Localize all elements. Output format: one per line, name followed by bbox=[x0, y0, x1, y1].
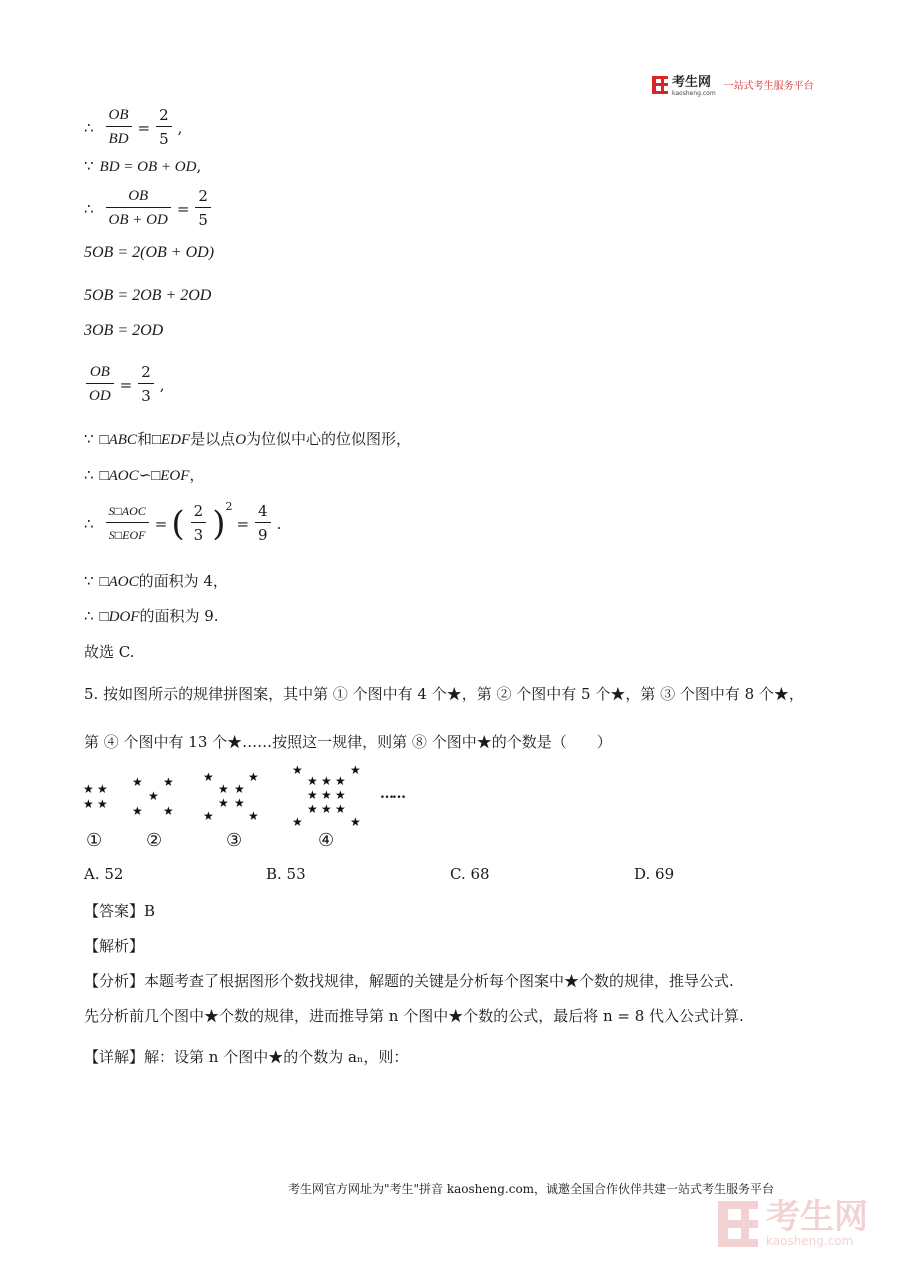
answer-value: B bbox=[144, 902, 156, 920]
text-segment: 的面积为 4， bbox=[138, 572, 228, 590]
triangle-aoc: □AOC bbox=[99, 468, 139, 484]
answer-tag: 【答案】 bbox=[84, 902, 145, 920]
star-icon: ★ bbox=[335, 774, 346, 788]
figure-ellipsis: …… bbox=[380, 786, 404, 802]
triangle-edf: □EDF bbox=[151, 432, 191, 448]
left-paren: ( bbox=[171, 503, 185, 544]
watermark-logo-icon bbox=[718, 1201, 758, 1247]
solution-line-8 bbox=[84, 428, 411, 449]
star-icon: ★ bbox=[163, 775, 174, 789]
star-icon: ★ bbox=[335, 802, 346, 816]
fenxi-text: 本题考查了根据图形个数找规律，解题的关键是分析每个图案中★个数的规律，推导公式. bbox=[144, 972, 734, 990]
solution-line-5: 5OB = 2OB + 2OD bbox=[84, 287, 212, 304]
fraction bbox=[106, 185, 171, 232]
star-icon: ★ bbox=[234, 796, 245, 810]
star-icon: ★ bbox=[148, 789, 159, 803]
solution-line-9 bbox=[84, 464, 204, 485]
punctuation: , bbox=[196, 157, 202, 175]
option-a[interactable]: A. 52 bbox=[84, 865, 124, 883]
star-icon: ★ bbox=[248, 809, 259, 823]
because-symbol: ∵ bbox=[84, 572, 94, 590]
star-icon: ★ bbox=[97, 782, 108, 796]
analysis-tag: 【解析】 bbox=[84, 937, 145, 955]
solution-line-3 bbox=[84, 185, 213, 232]
right-paren: ) bbox=[212, 503, 226, 544]
numerator: 2 bbox=[195, 185, 211, 208]
fenxi-tag: 【分析】 bbox=[84, 972, 145, 990]
star-icon: ★ bbox=[307, 788, 318, 802]
because-symbol: ∵ bbox=[84, 157, 94, 175]
text-segment: 是以点 bbox=[190, 430, 236, 448]
analysis-line-2: 先分析前几个图中★个数的规律，进而推导第 n 个图中★个数的公式，最后将 n = 8 代入公式计算. bbox=[84, 1007, 744, 1025]
numerator: OB bbox=[106, 104, 132, 127]
xiangjie-line bbox=[84, 1046, 408, 1067]
star-icon: ★ bbox=[292, 815, 303, 829]
numerator: S□AOC bbox=[106, 500, 149, 523]
fraction bbox=[191, 500, 207, 547]
star-icon: ★ bbox=[234, 782, 245, 796]
text-segment: 的面积为 9. bbox=[139, 607, 219, 625]
solution-line-1 bbox=[84, 104, 182, 151]
denominator: BD bbox=[108, 131, 129, 147]
triangle-aoc: □AOC bbox=[99, 574, 139, 590]
denominator: OB + OD bbox=[108, 212, 168, 228]
star-figure-2 bbox=[130, 772, 190, 822]
fenxi-line bbox=[84, 970, 734, 991]
question-line-1: 5. 按如图所示的规律拼图案，其中第 ① 个图中有 4 个★，第 ② 个图中有 5 个★，第 ③ 个图中有 8 个★， bbox=[84, 685, 804, 703]
question-line-2: 第 ④ 个图中有 13 个★……按照这一规律，则第 ⑧ 个图中★的个数是（ ） bbox=[84, 733, 612, 751]
solution-line-2 bbox=[84, 157, 201, 176]
solution-line-10 bbox=[84, 500, 281, 547]
star-icon: ★ bbox=[321, 802, 332, 816]
therefore-symbol: ∴ bbox=[84, 199, 94, 218]
therefore-symbol: ∴ bbox=[84, 514, 94, 533]
answer-line bbox=[84, 900, 155, 921]
fraction bbox=[106, 104, 132, 151]
logo-mark-icon bbox=[652, 76, 668, 94]
option-c[interactable]: C. 68 bbox=[450, 865, 490, 883]
triangle-abc: □ABC bbox=[99, 432, 137, 448]
equals-sign: = bbox=[119, 375, 133, 394]
star-icon: ★ bbox=[97, 797, 108, 811]
punctuation: . bbox=[276, 514, 282, 533]
star-icon: ★ bbox=[350, 815, 361, 829]
denominator: 3 bbox=[141, 387, 151, 405]
denominator: OD bbox=[89, 388, 111, 404]
numerator: 4 bbox=[255, 500, 271, 523]
fraction bbox=[156, 104, 172, 151]
logo-brand: 考生网 bbox=[672, 75, 712, 90]
footer-text: 考生网官方网址为"考生"拼音 kaosheng.com，诚邀全国合作伙伴共建一站式考生服务平台 bbox=[288, 1182, 775, 1196]
because-symbol: ∵ bbox=[84, 430, 94, 448]
exponent: 2 bbox=[225, 500, 233, 513]
solution-line-6: 3OB = 2OD bbox=[84, 322, 164, 339]
watermark-text: 考生网 bbox=[766, 1197, 868, 1237]
star-icon: ★ bbox=[203, 809, 214, 823]
fraction bbox=[138, 361, 154, 408]
therefore-symbol: ∴ bbox=[84, 607, 94, 625]
star-icon: ★ bbox=[163, 804, 174, 818]
numerator: 2 bbox=[138, 361, 154, 384]
star-icon: ★ bbox=[248, 770, 259, 784]
figure-label-3: ③ bbox=[226, 830, 243, 851]
similar-symbol: ∽ bbox=[138, 466, 152, 484]
star-icon: ★ bbox=[321, 788, 332, 802]
denominator: 3 bbox=[193, 526, 204, 544]
solution-line-4: 5OB = 2(OB + OD) bbox=[84, 244, 215, 261]
punctuation: , bbox=[177, 118, 183, 137]
fraction bbox=[195, 185, 211, 232]
equals-sign: = bbox=[154, 514, 168, 533]
xiangjie-text: 解：设第 n 个图中★的个数为 aₙ，则： bbox=[144, 1048, 409, 1066]
denominator: S□EOF bbox=[108, 528, 146, 542]
star-icon: ★ bbox=[132, 804, 143, 818]
punctuation: ， bbox=[189, 466, 205, 484]
star-icon: ★ bbox=[307, 802, 318, 816]
denominator: 5 bbox=[198, 211, 208, 229]
equals-sign: = bbox=[236, 514, 250, 533]
star-icon: ★ bbox=[321, 774, 332, 788]
star-icon: ★ bbox=[203, 770, 214, 784]
fraction bbox=[86, 361, 114, 408]
option-b[interactable]: B. 53 bbox=[266, 865, 306, 883]
solution-line-13: 故选 C. bbox=[84, 643, 135, 661]
triangle-eof: □EOF bbox=[151, 468, 190, 484]
star-icon: ★ bbox=[307, 774, 318, 788]
star-figure-4 bbox=[288, 762, 378, 832]
area-ratio-fraction bbox=[106, 500, 149, 547]
option-d[interactable]: D. 69 bbox=[634, 865, 675, 883]
site-logo bbox=[652, 72, 814, 97]
logo-brand-sub: kaosheng.com bbox=[672, 90, 716, 97]
figure-label-1: ① bbox=[86, 830, 103, 851]
denominator: 9 bbox=[258, 526, 268, 544]
numerator: OB bbox=[106, 185, 171, 208]
star-icon: ★ bbox=[83, 782, 94, 796]
fraction bbox=[255, 500, 271, 547]
numerator: 2 bbox=[191, 500, 207, 523]
star-figure-3 bbox=[200, 767, 280, 827]
text-segment: 为位似中心的位似图形， bbox=[246, 430, 412, 448]
xiangjie-tag: 【详解】 bbox=[84, 1048, 145, 1066]
star-icon: ★ bbox=[292, 763, 303, 777]
numerator: OB bbox=[86, 361, 114, 384]
triangle-dof: □DOF bbox=[99, 609, 140, 625]
equation-text: BD = OB + OD bbox=[99, 159, 197, 175]
solution-line-12 bbox=[84, 605, 219, 626]
star-icon: ★ bbox=[83, 797, 94, 811]
figure-label-4: ④ bbox=[318, 830, 335, 851]
conjunction: 和 bbox=[136, 430, 152, 448]
figure-label-2: ② bbox=[146, 830, 163, 851]
therefore-symbol: ∴ bbox=[84, 118, 94, 137]
therefore-symbol: ∴ bbox=[84, 466, 94, 484]
solution-line-7 bbox=[84, 361, 165, 408]
point-o: O bbox=[235, 432, 247, 448]
watermark-sub: kaosheng.com bbox=[766, 1234, 854, 1248]
star-icon: ★ bbox=[335, 788, 346, 802]
star-icon: ★ bbox=[218, 796, 229, 810]
equals-sign: = bbox=[176, 199, 190, 218]
solution-line-11 bbox=[84, 570, 228, 591]
star-icon: ★ bbox=[218, 782, 229, 796]
star-icon: ★ bbox=[350, 763, 361, 777]
star-icon: ★ bbox=[132, 775, 143, 789]
equals-sign: = bbox=[137, 118, 151, 137]
logo-slogan: 一站式考生服务平台 bbox=[723, 81, 814, 92]
watermark bbox=[718, 1197, 868, 1248]
denominator: 5 bbox=[159, 130, 169, 148]
punctuation: , bbox=[159, 375, 165, 394]
numerator: 2 bbox=[156, 104, 172, 127]
